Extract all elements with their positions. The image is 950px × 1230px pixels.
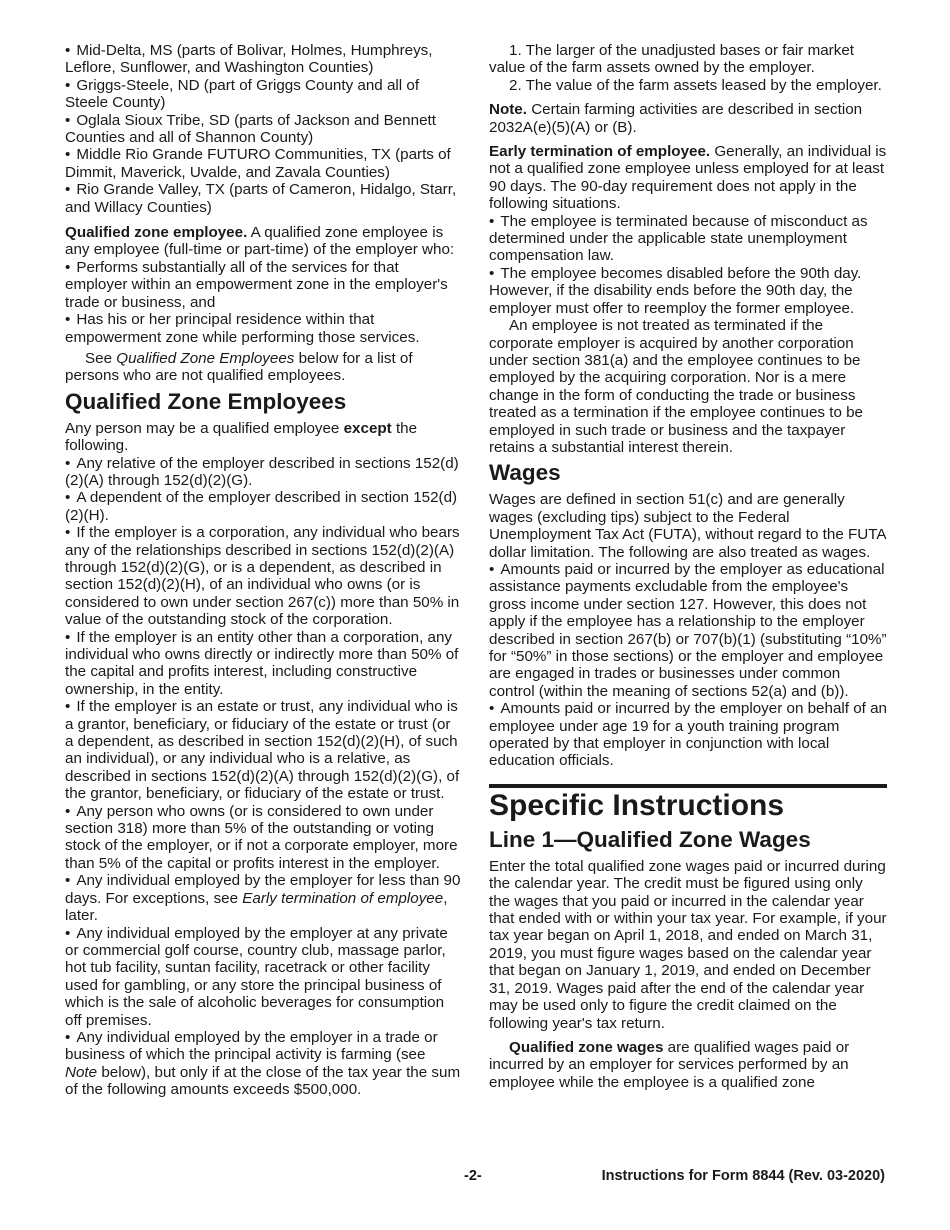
exclusion-item-90-days: • Any individual employed by the employer for less than 90 days. For exceptions, see Early termination of employee, later.: [65, 872, 461, 924]
wages-heading: Wages: [489, 460, 561, 486]
qze-label: Qualified zone employee.: [65, 224, 248, 242]
footer-form-title: Instructions for Form 8844 (Rev. 03-2020): [601, 1168, 885, 1184]
exclusion-item: • If the employer is an entity other than a corporation, any individual who owns directly or indirectly more than 50% of the capital and profits interest, including constructive ownership, in the entity.: [65, 629, 461, 699]
note-paragraph: Note. Certain farming activities are described in section 2032A(e)(5)(A) or (B).: [489, 101, 863, 136]
qualified-zone-employees-heading: Qualified Zone Employees: [65, 388, 347, 414]
wages-bullet: • Amounts paid or incurred by the employer as educational assistance payments excludable from the employee's gross income under section 127. However, this does not apply if the employee has a relationship to the employer described in section 267(b) or 707(b)(1) (substituting “10%” for “50%” in those sections) or the employer and employee are engaged in trades or businesses under common control (within the meaning of sections 52(a) and (b)).: [489, 561, 887, 700]
exclusion-item: • If the employer is an estate or trust, any individual who is a grantor, beneficiary, or fiduciary of the estate or trust (or a dependent, as described in section 152(d)(2)(H), of such an individual), or any individual who is a relative, as described in sections 152(d)(2)(A) through 152(d)(2)(G), of the grantor, beneficiary, or fiduciary of the estate or trust.: [65, 698, 461, 802]
qualified-zone-wages-paragraph: Qualified zone wages are qualified wages paid or incurred by an employer for services performed by an employee while the employee is a qualified zone: [489, 1038, 850, 1091]
exclusion-item: • Any person who owns (or is considered to own under section 318) more than 5% of the outstanding or voting stock of the employer, or if not a corporate employer, more than 5% of the capital or profits interest in the employer.: [65, 803, 461, 873]
farm-amount-2: 2. The value of the farm assets leased by the employer.: [509, 76, 882, 94]
intro-paragraph: Any person may be a qualified employee except the following.: [65, 419, 418, 455]
qze-paragraph: Qualified zone employee. A qualified zone employee is any employee (full-time or part-time) of the employer who:: [65, 224, 455, 259]
left-column: [65, 42, 461, 1099]
exclusion-item: • Any relative of the employer described in sections 152(d)(2)(A) through 152(d)(2)(G).: [65, 455, 461, 490]
exclusion-item: • If the employer is a corporation, any individual who bears any of the relationships described in sections 152(d)(2)(A) through 152(d)(2)(G), or is a dependent, as described in section 152(d)(2)(H), of an individual who owns (or is considered to own under section 267(c)) more than 50% in value of the outstanding stock of the corporation.: [65, 524, 461, 628]
qze-bullet: • Performs substantially all of the services for that employer within an empowerment zone in the employer's trade or business, and: [65, 259, 461, 311]
early-termination-paragraph: Early termination of employee. Generally, an individual is not a qualified zone employee unless employed for at least 90 days. The 90-day requirement does not apply in the following situations.: [489, 143, 887, 213]
specific-instructions-heading: Specific Instructions: [489, 784, 887, 823]
wages-paragraph: Wages are defined in section 51(c) and are generally wages (excluding tips) subject to the Federal Unemployment Tax Act (FUTA), without regard to the FUTA dollar limitation. The following are also treated as wages.: [489, 491, 886, 561]
farm-amount-1: 1. The larger of the unadjusted bases or fair market value of the farm assets owned by the employer.: [489, 42, 855, 77]
see-paragraph: See Qualified Zone Employees below for a list of persons who are not qualified employees.: [65, 349, 413, 385]
zone-item: • Griggs-Steele, ND (part of Griggs County and all of Steele County): [65, 77, 461, 112]
exclusion-item: • A dependent of the employer described in section 152(d)(2)(H).: [65, 489, 461, 524]
page-number: -2-: [464, 1168, 482, 1184]
right-column: [489, 42, 887, 1091]
early-termination-bullet: • The employee is terminated because of misconduct as determined under the applicable state unemployment compensation law.: [489, 213, 887, 265]
zone-item: • Mid-Delta, MS (parts of Bolivar, Holmes, Humphreys, Leflore, Sunflower, and Washington Counties): [65, 42, 461, 77]
zone-item: • Middle Rio Grande FUTURO Communities, TX (parts of Dimmit, Maverick, Uvalde, and Zavala Counties): [65, 146, 461, 181]
zone-item: • Oglala Sioux Tribe, SD (parts of Jackson and Bennett Counties and all of Shannon County): [65, 112, 461, 147]
exclusion-item-farming: • Any individual employed by the employer in a trade or business of which the principal activity is farming (see Note below), but only if at the close of the tax year the sum of the following amounts exceeds $500,000.: [65, 1029, 461, 1099]
early-termination-bullet: • The employee becomes disabled before the 90th day. However, if the disability ends before the 90th day, the employer must offer to reemploy the former employee.: [489, 265, 887, 317]
acquisition-paragraph: An employee is not treated as terminated if the corporate employer is acquired by another corporation under section 381(a) and the employee continues to be employed by the acquiring corporation. Nor is a mere change in the form of conducting the trade or business treated as a termination if the employee continues to be employed in such trade or business and the taxpayer retains a substantial interest therein.: [489, 317, 864, 456]
exclusion-item-golf: • Any individual employed by the employer at any private or commercial golf course, country club, massage parlor, hot tub facility, suntan facility, racetrack or other facility used for gambling, or any store the principal business of which is the sale of alcoholic beverages for consumption off premises.: [65, 925, 461, 1029]
wages-bullet: • Amounts paid or incurred by the employer on behalf of an employee under age 19 for a youth training program operated by that employer in conjunction with local education officials.: [489, 700, 887, 770]
line1-heading: Line 1—Qualified Zone Wages: [489, 826, 811, 852]
qze-bullet: • Has his or her principal residence within that empowerment zone while performing those services.: [65, 311, 461, 346]
zone-item: • Rio Grande Valley, TX (parts of Cameron, Hidalgo, Starr, and Willacy Counties): [65, 181, 461, 216]
line1-paragraph: Enter the total qualified zone wages paid or incurred during the calendar year. The credit must be figured using only the wages that you paid or incurred in the calendar year that ended with or within your tax year. For example, if your tax year began on April 1, 2018, and ended on March 31, 2019, you must figure wages based on the calendar year that began on January 1, 2019, and ended on December 31, 2019. Wages paid after the end of the calendar year may be used only to figure the credit claimed on the following year's tax return.: [489, 857, 887, 1032]
